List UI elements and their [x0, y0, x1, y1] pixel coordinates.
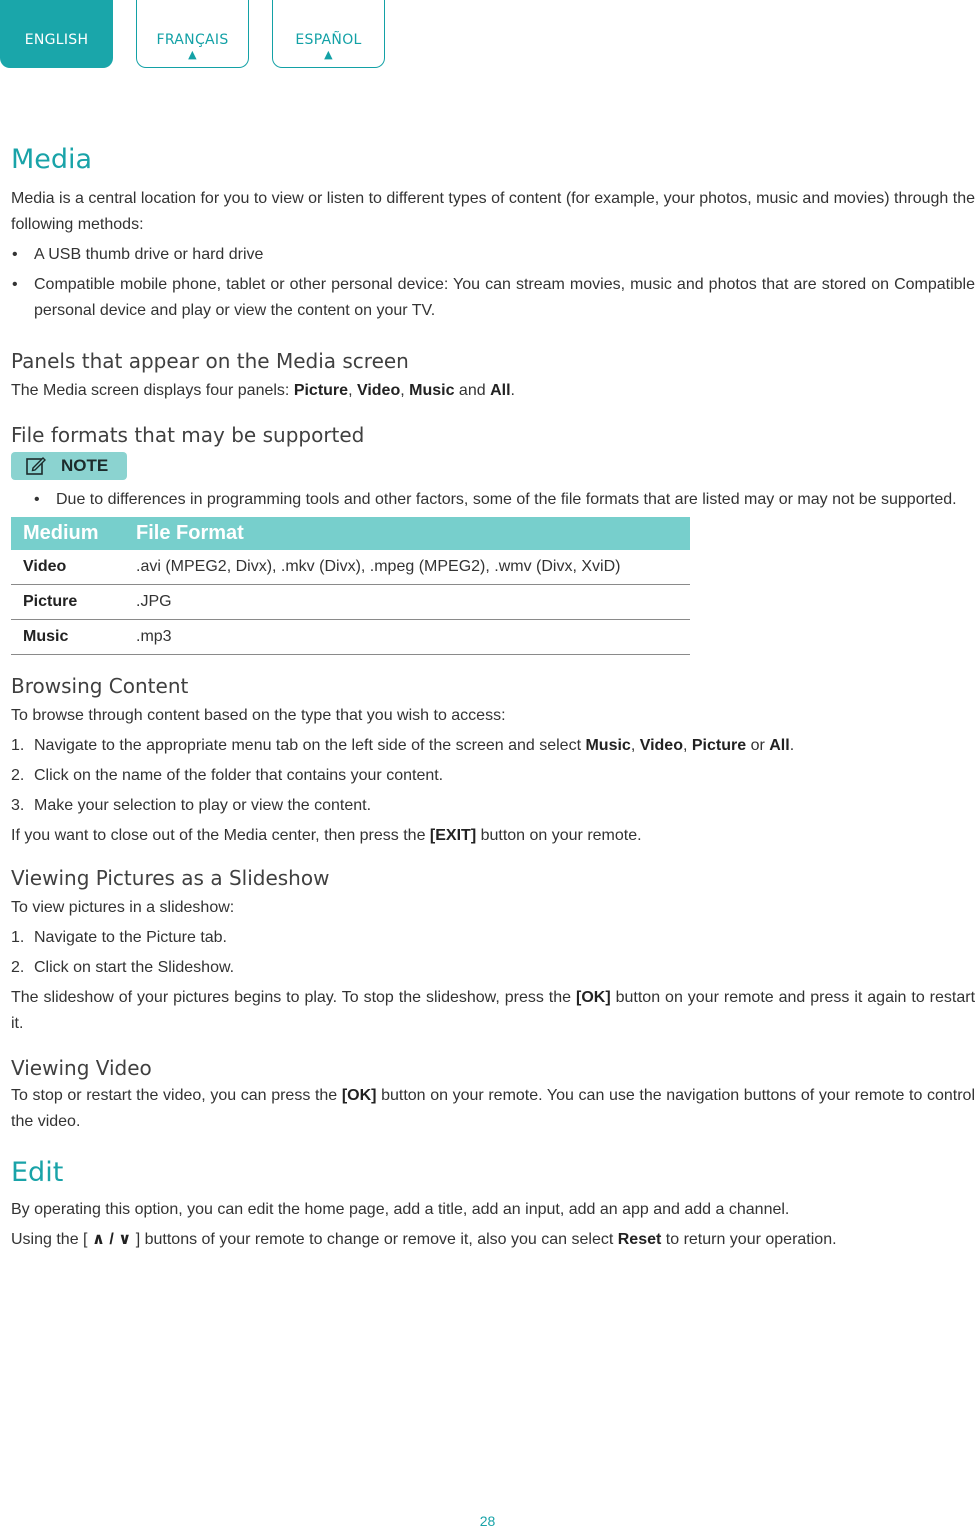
table-header-row: [11, 517, 690, 550]
edit-title: Edit: [11, 1157, 64, 1188]
tab-name-picture: Picture: [691, 737, 747, 754]
browsing-intro: To browse through content based on the type that you wish to access:: [11, 707, 506, 724]
column-header-medium: Medium: [11, 517, 124, 550]
panel-all: All: [490, 382, 511, 399]
media-title: Media: [11, 144, 93, 175]
step-number: 1.: [11, 737, 25, 754]
list-item: [11, 953, 975, 983]
triangle-up-icon: ▲: [188, 48, 197, 61]
slideshow-intro: To view pictures in a slideshow:: [11, 899, 235, 916]
edit-text: By operating this option, you can edit the home page, add a title, add an input, add an app and add a channel.: [11, 1201, 790, 1218]
browsing-heading: Browsing Content: [11, 674, 189, 698]
separator: ,: [400, 382, 410, 399]
table-row: [11, 550, 690, 585]
period: .: [510, 382, 515, 399]
slideshow-text-prefix: The slideshow of your pictures begins to play. To stop the slideshow, press the: [11, 989, 576, 1006]
edit-text-middle: ] buttons of your remote to change or remove it, also you can select: [131, 1231, 618, 1248]
step-text: Click on start the Slideshow.: [34, 959, 235, 976]
exit-key: [EXIT]: [429, 827, 477, 844]
tab-espanol[interactable]: [272, 0, 385, 68]
tab-francais-label: FRANÇAIS: [156, 32, 229, 48]
edit-text-suffix: to return your operation.: [661, 1231, 837, 1248]
edit-text-keys: [11, 1225, 975, 1255]
list-item: [11, 761, 975, 791]
tab-espanol-label: ESPAÑOL: [295, 32, 362, 48]
table-cell-format: .JPG: [124, 585, 690, 620]
ok-key: [OK]: [341, 1087, 377, 1104]
page-content: [11, 140, 975, 1255]
panels-text: [11, 376, 975, 406]
panels-text-prefix: The Media screen displays four panels:: [11, 382, 294, 399]
step-text: Navigate to the appropriate menu tab on the left side of the screen and select: [34, 737, 586, 754]
tab-english-label: ENGLISH: [24, 32, 89, 48]
media-intro: Media is a central location for you to view or listen to different types of content (for example, your photos, music and movies) through the following methods:: [11, 190, 975, 233]
panel-picture: Picture: [293, 382, 349, 399]
video-heading: Viewing Video: [11, 1056, 152, 1080]
list-item: [11, 791, 975, 821]
table-cell-medium: Picture: [11, 585, 124, 620]
tab-name-all: All: [769, 737, 790, 754]
reset-option: Reset: [617, 1231, 662, 1248]
exit-prefix: If you want to close out of the Media center, then press the: [11, 827, 430, 844]
tab-name-music: Music: [585, 737, 631, 754]
panels-heading: Panels that appear on the Media screen: [11, 349, 409, 373]
step-number: 2.: [11, 767, 25, 784]
browsing-exit-text: [11, 821, 975, 851]
note-edit-icon: [25, 455, 47, 477]
language-tabs: [0, 0, 975, 69]
table-cell-format: .avi (MPEG2, Divx), .mkv (Divx), .mpeg (MPEG2), .wmv (Divx, XviD): [124, 550, 690, 585]
column-header-file-format: File Format: [124, 517, 690, 550]
note-badge: [11, 452, 127, 480]
panel-video: Video: [356, 382, 401, 399]
table-row: [11, 620, 690, 655]
separator: ,: [348, 382, 357, 399]
formats-heading: File formats that may be supported: [11, 423, 365, 447]
slideshow-text: [11, 985, 975, 1037]
step-number: 3.: [11, 797, 25, 814]
step-number: 2.: [11, 959, 25, 976]
exit-suffix: button on your remote.: [476, 827, 642, 844]
note-label: NOTE: [61, 456, 109, 475]
media-methods-list: [11, 242, 975, 324]
step-text: Make your selection to play or view the content.: [34, 797, 372, 814]
step-text: Navigate to the Picture tab.: [34, 929, 227, 946]
period: .: [789, 737, 795, 754]
note-bullet: • Due to differences in programming tools and other factors, some of the file formats that are listed may or may not be supported.: [11, 487, 975, 513]
list-item: • A USB thumb drive or hard drive: [11, 242, 975, 268]
separator: and: [454, 382, 491, 399]
triangle-up-icon: ▲: [324, 48, 333, 61]
table-cell-medium: Music: [11, 620, 124, 655]
separator: ,: [682, 737, 692, 754]
separator: ,: [630, 737, 640, 754]
ok-key: [OK]: [576, 989, 611, 1006]
video-text: [11, 1083, 975, 1135]
table-row: [11, 585, 690, 620]
slideshow-text-suffix: button on your remote and press it again to restart it.: [11, 989, 975, 1032]
page-number: 28: [479, 1513, 496, 1529]
file-format-table: [11, 517, 690, 655]
video-text-suffix: button on your remote. You can use the navigation buttons of your remote to control the video.: [11, 1087, 975, 1130]
edit-text-prefix: Using the [: [11, 1231, 92, 1248]
up-down-keys: ∧ / ∨: [91, 1231, 132, 1248]
step-number: 1.: [11, 929, 25, 946]
table-cell-format: .mp3: [124, 620, 690, 655]
tab-name-video: Video: [639, 737, 683, 754]
table-cell-medium: Video: [11, 550, 124, 585]
video-text-prefix: To stop or restart the video, you can press the: [11, 1087, 342, 1104]
tab-francais[interactable]: [136, 0, 249, 68]
panel-music: Music: [409, 382, 455, 399]
list-item: [11, 923, 975, 953]
list-item: [11, 731, 975, 761]
tab-english[interactable]: [0, 0, 113, 68]
slideshow-heading: Viewing Pictures as a Slideshow: [11, 866, 330, 890]
separator: or: [746, 737, 770, 754]
step-text: Click on the name of the folder that contains your content.: [34, 767, 444, 784]
list-item: • Compatible mobile phone, tablet or other personal device: You can stream movies, music and photos that are stored on Compatible personal device and play or view the content on your TV.: [11, 272, 975, 324]
